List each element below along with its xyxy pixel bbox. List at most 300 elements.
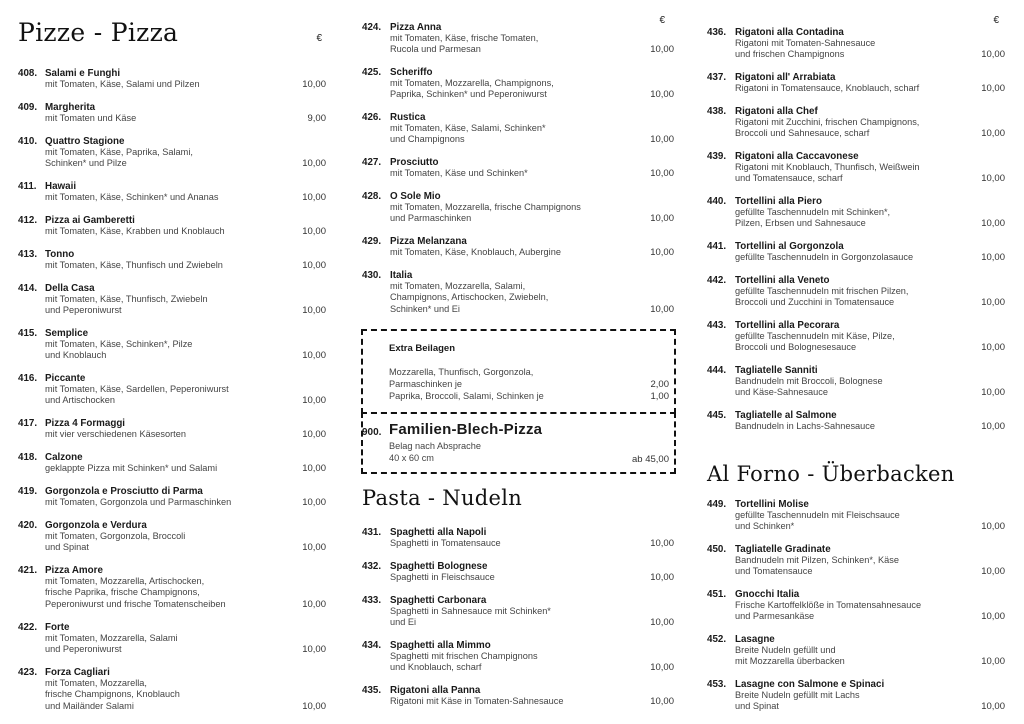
- menu-item: [18, 249, 326, 272]
- description-line: Schinken* und Pilze: [45, 158, 127, 169]
- item-name: Tortellini alla Veneto: [735, 275, 830, 286]
- item-number: 431.: [362, 527, 382, 538]
- menu-item: [362, 67, 674, 102]
- family-pizza-name: Familien-Blech-Pizza: [389, 421, 543, 438]
- description-line: Breite Nudeln gefüllt mit Lachs: [735, 690, 860, 700]
- item-price: 10,00: [302, 350, 326, 362]
- item-number: 434.: [362, 640, 382, 651]
- menu-item: [707, 410, 1005, 433]
- item-description: [390, 123, 546, 146]
- description-line: Rigatoni mit Tomaten-Sahnesauce: [735, 38, 876, 48]
- item-name: Pizza 4 Formaggi: [45, 418, 126, 429]
- description-line: Bandnudeln mit Pilzen, Schinken*, Käse: [735, 555, 899, 565]
- description-line: und Käse-Sahnesauce: [735, 387, 828, 398]
- item-name: Tagliatelle al Salmone: [735, 410, 837, 421]
- item-description: [735, 252, 913, 263]
- description-line: mit Tomaten, Käse, Schinken*, Pilze: [45, 339, 193, 349]
- item-number: 433.: [362, 595, 382, 606]
- item-number: 423.: [18, 667, 38, 678]
- item-number: 414.: [18, 283, 38, 294]
- item-name: Margherita: [45, 102, 96, 113]
- description-line: und Spinat: [735, 701, 779, 712]
- item-name: Prosciutto: [390, 157, 439, 168]
- item-description: [735, 510, 900, 533]
- item-price: 10,00: [302, 429, 326, 440]
- currency-label: €: [659, 15, 665, 26]
- item-description: [390, 572, 495, 583]
- item-description: [45, 531, 185, 554]
- menu-item: [707, 275, 1005, 310]
- item-number: 424.: [362, 22, 382, 33]
- description-line: mit Tomaten, Mozzarella, Artischocken,: [45, 576, 205, 586]
- description-line: Rigatoni mit Zucchini, frischen Champignons,: [735, 117, 920, 127]
- menu-item: [362, 270, 674, 316]
- item-price: 10,00: [981, 701, 1005, 713]
- menu-item: [707, 27, 1005, 62]
- description-line: und Knoblauch: [45, 350, 107, 361]
- menu-item: [362, 595, 674, 630]
- pasta-forno-column: [707, 0, 1005, 724]
- menu-item: [362, 640, 674, 675]
- description-line: und Knoblauch, scharf: [390, 662, 482, 673]
- item-name: Scheriffo: [390, 67, 433, 78]
- item-name: Gnocchi Italia: [735, 589, 800, 600]
- item-number: 410.: [18, 136, 38, 147]
- menu-item: [18, 565, 326, 611]
- item-description: [390, 606, 551, 629]
- description-line: mit Tomaten, Mozzarella, Salami: [45, 633, 178, 643]
- description-line: gefüllte Taschennudeln mit Schinken*,: [735, 207, 891, 217]
- item-description: [735, 421, 875, 432]
- item-price: 10,00: [302, 644, 326, 656]
- menu-item: [18, 181, 326, 204]
- description-line: und Parmesankäse: [735, 611, 815, 622]
- item-price: 10,00: [650, 168, 674, 179]
- item-number: 408.: [18, 68, 38, 79]
- item-number: 432.: [362, 561, 382, 572]
- item-price: 10,00: [650, 696, 674, 707]
- item-number: 429.: [362, 236, 382, 247]
- currency-label: €: [993, 15, 999, 26]
- description-line: mit Tomaten, Käse, Schinken* und Ananas: [45, 192, 219, 202]
- item-description: [45, 576, 226, 610]
- description-line: Breite Nudeln gefüllt und: [735, 645, 836, 655]
- item-number: 420.: [18, 520, 38, 531]
- description-line: und Tomatensauce, scharf: [735, 173, 843, 184]
- menu-item: [707, 634, 1005, 669]
- item-name: Rigatoni alla Chef: [735, 106, 818, 117]
- item-price: 10,00: [981, 49, 1005, 61]
- item-price: 10,00: [302, 497, 326, 508]
- item-price: 10,00: [981, 566, 1005, 578]
- item-description: [45, 226, 225, 237]
- item-description: [45, 497, 231, 508]
- extra-toppings-price: 1,00: [650, 391, 669, 402]
- item-number: 441.: [707, 241, 727, 252]
- item-number: 444.: [707, 365, 727, 376]
- item-description: [45, 192, 218, 203]
- item-description: [45, 429, 186, 440]
- item-price: 10,00: [650, 303, 674, 315]
- item-number: 439.: [707, 151, 727, 162]
- extra-toppings-price: 2,00: [650, 379, 669, 390]
- menu-item: [362, 157, 674, 180]
- menu-item: [18, 667, 326, 713]
- menu-item: [18, 328, 326, 363]
- description-line: gefüllte Taschennudeln mit Fleischsauce: [735, 510, 900, 520]
- description-line: und Tomatensauce: [735, 566, 813, 577]
- description-line: mit vier verschiedenen Käsesorten: [45, 429, 186, 439]
- item-description: [735, 117, 919, 140]
- item-number: 416.: [18, 373, 38, 384]
- item-number: 418.: [18, 452, 38, 463]
- family-pizza-number: 900.: [362, 427, 382, 438]
- item-price: 10,00: [302, 598, 326, 610]
- description-line: Pilzen, Erbsen und Sahnesauce: [735, 218, 866, 229]
- description-line: Rigatoni in Tomatensauce, Knoblauch, scharf: [735, 83, 920, 93]
- item-description: [390, 281, 548, 315]
- item-number: 419.: [18, 486, 38, 497]
- item-price: 10,00: [981, 128, 1005, 140]
- family-pizza-size: 40 x 60 cm: [389, 453, 434, 463]
- item-name: Lasagne: [735, 634, 775, 645]
- family-pizza-desc: Belag nach Absprache: [389, 441, 481, 451]
- item-description: [390, 168, 528, 179]
- menu-item: [18, 486, 326, 509]
- menu-item: [362, 22, 674, 57]
- item-description: [390, 247, 561, 258]
- item-description: [45, 79, 200, 90]
- item-price: 10,00: [650, 247, 674, 258]
- item-name: Salami e Funghi: [45, 68, 121, 79]
- item-name: Spaghetti alla Mimmo: [390, 640, 491, 651]
- forno-section-title: Al Forno - Überbacken: [707, 462, 955, 486]
- item-number: 427.: [362, 157, 382, 168]
- description-line: Rigatoni mit Knoblauch, Thunfisch, Weißwein: [735, 162, 920, 172]
- item-name: Tortellini alla Piero: [735, 196, 822, 207]
- item-name: Della Casa: [45, 283, 95, 294]
- item-name: Rustica: [390, 112, 426, 123]
- menu-item: [707, 499, 1005, 534]
- item-name: Piccante: [45, 373, 86, 384]
- item-price: 10,00: [981, 656, 1005, 668]
- item-description: [45, 113, 136, 124]
- description-line: mit Tomaten, Käse, Thunfisch, Zwiebeln: [45, 294, 208, 304]
- description-line: und Artischocken: [45, 395, 115, 406]
- description-line: mit Tomaten, Käse und Schinken*: [390, 168, 528, 178]
- item-price: 10,00: [650, 134, 674, 146]
- item-description: [735, 645, 845, 668]
- currency-label: €: [316, 33, 322, 44]
- menu-item: [362, 112, 674, 147]
- item-name: Calzone: [45, 452, 83, 463]
- item-price: 10,00: [981, 173, 1005, 185]
- item-price: 10,00: [650, 662, 674, 674]
- item-number: 449.: [707, 499, 727, 510]
- item-price: 10,00: [302, 260, 326, 271]
- description-line: Rucola und Parmesan: [390, 44, 481, 55]
- menu-item: [18, 622, 326, 657]
- item-description: [735, 376, 883, 399]
- menu-item: [707, 72, 1005, 95]
- description-line: mit Mozzarella überbacken: [735, 656, 845, 667]
- description-line: und Champignons: [390, 134, 465, 145]
- item-price: 10,00: [981, 521, 1005, 533]
- menu-item: [707, 151, 1005, 186]
- menu-item: [362, 191, 674, 226]
- item-price: 10,00: [981, 421, 1005, 432]
- item-price: 10,00: [302, 395, 326, 407]
- item-price: 10,00: [302, 226, 326, 237]
- menu-item: [707, 241, 1005, 264]
- item-description: [45, 260, 223, 271]
- item-name: Tagliatelle Sanniti: [735, 365, 818, 376]
- item-name: Hawaii: [45, 181, 77, 192]
- description-line: mit Tomaten, Käse, Paprika, Salami,: [45, 147, 193, 157]
- description-line: mit Tomaten, Mozzarella, Salami,: [390, 281, 526, 291]
- item-name: Spaghetti alla Napoli: [390, 527, 487, 538]
- item-description: [45, 463, 217, 474]
- item-number: 436.: [707, 27, 727, 38]
- pizza-section-title: Pizze - Pizza: [18, 18, 179, 47]
- description-line: mit Tomaten, Mozzarella, frische Champignons: [390, 202, 581, 212]
- item-description: [45, 294, 208, 317]
- item-description: [390, 696, 563, 707]
- description-line: und Schinken*: [735, 521, 795, 532]
- item-price: 9,00: [307, 113, 326, 124]
- item-price: 10,00: [981, 297, 1005, 309]
- item-price: 10,00: [650, 538, 674, 549]
- menu-item: [707, 320, 1005, 355]
- description-line: mit Tomaten, Käse, Thunfisch und Zwiebeln: [45, 260, 223, 270]
- description-line: Spaghetti in Sahnesauce mit Schinken*: [390, 606, 551, 616]
- item-number: 451.: [707, 589, 727, 600]
- item-name: Rigatoni all' Arrabiata: [735, 72, 836, 83]
- item-description: [735, 331, 895, 354]
- item-number: 412.: [18, 215, 38, 226]
- item-description: [45, 384, 229, 407]
- item-description: [735, 600, 921, 623]
- description-line: frische Champignons, Knoblauch: [45, 689, 180, 700]
- item-price: 10,00: [650, 89, 674, 101]
- item-description: [735, 162, 920, 185]
- item-description: [735, 38, 875, 61]
- item-price: 10,00: [302, 305, 326, 317]
- item-name: Pizza Amore: [45, 565, 103, 576]
- menu-item: [707, 196, 1005, 231]
- description-line: frische Paprika, frische Champignons,: [45, 587, 200, 598]
- item-price: 10,00: [302, 700, 326, 712]
- description-line: mit Tomaten, Mozzarella, Champignons,: [390, 78, 554, 88]
- item-price: 10,00: [302, 158, 326, 170]
- description-line: Broccoli und Zucchini in Tomatensauce: [735, 297, 895, 308]
- menu-item: [18, 136, 326, 171]
- item-price: 10,00: [981, 218, 1005, 230]
- item-name: O Sole Mio: [390, 191, 441, 202]
- item-description: [45, 633, 178, 656]
- menu-item: [18, 520, 326, 555]
- menu-item: [362, 527, 674, 550]
- item-name: Italia: [390, 270, 413, 281]
- item-description: [390, 538, 501, 549]
- item-price: 10,00: [302, 79, 326, 90]
- item-name: Rigatoni alla Contadina: [735, 27, 844, 38]
- description-line: mit Tomaten, Käse, Salami, Schinken*: [390, 123, 546, 133]
- description-line: Spaghetti in Fleischsauce: [390, 572, 495, 582]
- item-description: [390, 202, 581, 225]
- menu-item: [18, 283, 326, 318]
- item-name: Tortellini al Gorgonzola: [735, 241, 844, 252]
- description-line: Rigatoni mit Käse in Tomaten-Sahnesauce: [390, 696, 564, 706]
- item-number: 413.: [18, 249, 38, 260]
- description-line: und Peperoniwurst: [45, 644, 122, 655]
- menu-item: [18, 418, 326, 441]
- item-price: 10,00: [650, 572, 674, 583]
- description-line: mit Tomaten und Käse: [45, 113, 137, 123]
- item-price: 10,00: [650, 213, 674, 225]
- pasta-section-title: Pasta - Nudeln: [362, 486, 523, 510]
- item-price: 10,00: [650, 617, 674, 629]
- item-name: Pizza Melanzana: [390, 236, 467, 247]
- description-line: Champignons, Artischocken, Zwiebeln,: [390, 292, 549, 303]
- description-line: und Peperoniwurst: [45, 305, 122, 316]
- item-description: [390, 33, 538, 56]
- description-line: und frischen Champignons: [735, 49, 845, 60]
- extra-toppings-line: Mozzarella, Thunfisch, Gorgonzola,: [389, 367, 534, 377]
- item-number: 417.: [18, 418, 38, 429]
- item-name: Forte: [45, 622, 70, 633]
- item-description: [45, 147, 193, 170]
- item-number: 415.: [18, 328, 38, 339]
- menu-item: [362, 561, 674, 584]
- item-name: Rigatoni alla Panna: [390, 685, 481, 696]
- description-line: mit Tomaten, Käse, Salami und Pilzen: [45, 79, 200, 89]
- item-number: 430.: [362, 270, 382, 281]
- description-line: Paprika, Schinken* und Peperoniwurst: [390, 89, 547, 100]
- description-line: Bandnudeln in Lachs-Sahnesauce: [735, 421, 875, 431]
- item-number: 428.: [362, 191, 382, 202]
- description-line: Peperoniwurst und frische Tomatenscheiben: [45, 598, 226, 609]
- description-line: Frische Kartoffelklöße in Tomatensahnesauce: [735, 600, 922, 610]
- item-price: 10,00: [302, 192, 326, 203]
- item-name: Pizza Anna: [390, 22, 442, 33]
- item-number: 438.: [707, 106, 727, 117]
- extra-toppings-line: Paprika, Broccoli, Salami, Schinken je: [389, 391, 544, 401]
- item-price: 10,00: [981, 342, 1005, 354]
- item-name: Tortellini Molise: [735, 499, 809, 510]
- item-name: Lasagne con Salmone e Spinaci: [735, 679, 885, 690]
- menu-item: [707, 589, 1005, 624]
- item-number: 426.: [362, 112, 382, 123]
- description-line: Broccoli und Sahnesauce, scharf: [735, 128, 870, 139]
- item-price: 10,00: [981, 252, 1005, 263]
- item-description: [735, 83, 919, 94]
- description-line: gefüllte Taschennudeln mit frischen Pilzen,: [735, 286, 909, 296]
- item-number: 440.: [707, 196, 727, 207]
- item-description: [735, 207, 890, 230]
- item-number: 453.: [707, 679, 727, 690]
- description-line: mit Tomaten, Käse, frische Tomaten,: [390, 33, 539, 43]
- item-price: 10,00: [650, 44, 674, 56]
- item-name: Gorgonzola e Prosciutto di Parma: [45, 486, 203, 497]
- description-line: mit Tomaten, Mozzarella,: [45, 678, 147, 688]
- item-description: [390, 78, 554, 101]
- menu-item: [707, 544, 1005, 579]
- menu-item: [707, 365, 1005, 400]
- item-number: 421.: [18, 565, 38, 576]
- description-line: mit Tomaten, Käse, Krabben und Knoblauch: [45, 226, 225, 236]
- item-name: Gorgonzola e Verdura: [45, 520, 147, 531]
- description-line: gefüllte Taschennudeln in Gorgonzolasauce: [735, 252, 914, 262]
- description-line: mit Tomaten, Gorgonzola und Parmaschinken: [45, 497, 232, 507]
- description-line: mit Tomaten, Gorgonzola, Broccoli: [45, 531, 186, 541]
- menu-item: [18, 215, 326, 238]
- pizza-column: [18, 0, 326, 724]
- item-number: 425.: [362, 67, 382, 78]
- menu-item: [707, 106, 1005, 141]
- item-name: Quattro Stagione: [45, 136, 125, 147]
- menu-item: [362, 685, 674, 708]
- item-description: [735, 286, 908, 309]
- item-number: 445.: [707, 410, 727, 421]
- item-description: [735, 555, 899, 578]
- description-line: mit Tomaten, Käse, Knoblauch, Aubergine: [390, 247, 561, 257]
- description-line: mit Tomaten, Käse, Sardellen, Peperoniwurst: [45, 384, 229, 394]
- item-number: 422.: [18, 622, 38, 633]
- item-description: [735, 690, 860, 713]
- menu-item: [18, 452, 326, 475]
- item-name: Semplice: [45, 328, 89, 339]
- item-name: Spaghetti Bolognese: [390, 561, 488, 572]
- menu-item: [362, 236, 674, 259]
- item-description: [45, 339, 192, 362]
- description-line: Schinken* und Ei: [390, 303, 460, 314]
- description-line: und Ei: [390, 617, 417, 628]
- description-line: geklappte Pizza mit Schinken* und Salami: [45, 463, 218, 473]
- item-name: Tonno: [45, 249, 75, 260]
- item-price: 10,00: [981, 387, 1005, 399]
- description-line: und Spinat: [45, 542, 89, 553]
- family-pizza-price: ab 45,00: [632, 454, 669, 465]
- item-price: 10,00: [981, 611, 1005, 623]
- menu-item: [18, 102, 326, 125]
- description-line: Spaghetti in Tomatensauce: [390, 538, 501, 548]
- description-line: Broccoli und Bolognesesauce: [735, 342, 857, 353]
- item-price: 10,00: [302, 463, 326, 474]
- item-number: 437.: [707, 72, 727, 83]
- item-name: Rigatoni alla Caccavonese: [735, 151, 859, 162]
- menu-item: [707, 679, 1005, 714]
- item-name: Tortellini alla Pecorara: [735, 320, 840, 331]
- description-line: gefüllte Taschennudeln mit Käse, Pilze,: [735, 331, 895, 341]
- item-name: Forza Cagliari: [45, 667, 110, 678]
- description-line: Bandnudeln mit Broccoli, Bolognese: [735, 376, 883, 386]
- item-name: Spaghetti Carbonara: [390, 595, 487, 606]
- extra-toppings-line: Parmaschinken je: [389, 379, 463, 389]
- description-line: und Mailänder Salami: [45, 700, 134, 711]
- item-number: 452.: [707, 634, 727, 645]
- item-name: Tagliatelle Gradinate: [735, 544, 831, 555]
- item-number: 450.: [707, 544, 727, 555]
- description-line: und Parmaschinken: [390, 213, 472, 224]
- item-description: [390, 651, 538, 674]
- menu-item: [18, 68, 326, 91]
- item-price: 10,00: [981, 83, 1005, 94]
- item-number: 443.: [707, 320, 727, 331]
- item-number: 411.: [18, 181, 37, 192]
- item-name: Pizza ai Gamberetti: [45, 215, 135, 226]
- item-number: 435.: [362, 685, 382, 696]
